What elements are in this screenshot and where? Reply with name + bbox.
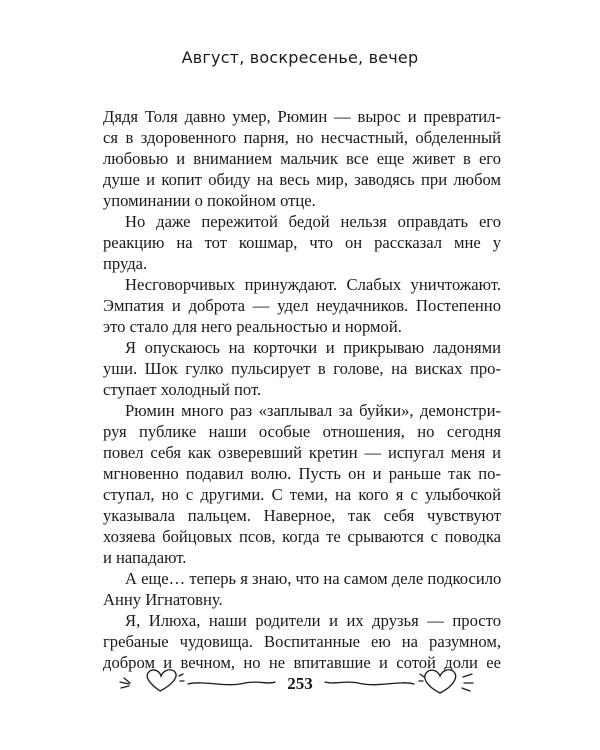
paragraph [103,337,501,400]
chapter-title: Август, воскресенье, вечер [181,48,419,67]
text-line: Я опускаюсь на корточки и прикрываю ладонями [125,338,501,357]
text-line: Но даже пережитой бедой нельзя оправдать его [125,212,501,231]
paragraph [103,400,501,568]
text-line: это стало для него реальностью и нормой. [103,317,402,336]
text-line: уши. Шок гулко пульсирует в голове, на висках про- [103,359,501,378]
text-line: Анну Игнатовну. [103,590,223,609]
body-text [103,106,501,673]
running-header [0,48,600,67]
text-line: Я, Илюха, наши родители и их друзья — просто [125,611,501,630]
text-line: А еще… теперь я знаю, что на самом деле подкосило [125,569,502,588]
text-line: пруда. [103,254,148,273]
page-number: 253 [287,674,313,693]
text-line: хозяева бойцовых псов, когда те срываются с поводка [103,527,501,546]
text-line: и нападают. [103,548,187,567]
text-line: руя публике наши особые отношения, но сегодня [103,422,501,441]
text-line: мгновенно подавил волю. Пусть он и раньше так по- [103,464,501,483]
text-line: упоминании о покойном отце. [103,191,316,210]
text-line: Дядя Толя давно умер, Рюмин — вырос и превратил- [103,107,501,126]
text-line: ступал, но с другими. С теми, на кого я с улыбочкой [103,485,501,504]
text-line: душе и копит обиду на весь мир, заводясь при любом [103,170,501,189]
text-line: добром и вечном, но не впитавшие и сотой доли ее [103,653,501,672]
page-footer [0,662,600,706]
text-line: любовью и вниманием мальчик все еще живет в его [103,149,501,168]
text-line: повел себя как озверевший кретин — испугал меня и [103,443,501,462]
paragraph [103,274,501,337]
text-line: реакцию на тот кошмар, что он рассказал мне у [103,233,501,252]
text-line: ся в здоровенного парня, но несчастный, обделенный [103,128,501,147]
text-line: Рюмин много раз «заплывал за буйки», демонстри- [125,401,501,420]
paragraph [103,106,501,211]
text-line: Несговорчивых принуждают. Слабых уничтожают. [125,275,501,294]
paragraph [103,568,501,610]
text-line: гребаные чудовища. Воспитанные ею на разумном, [103,632,501,651]
text-line: указывала пальцем. Наверное, так себя чувствуют [103,506,501,525]
paragraph [103,211,501,274]
text-line: ступает холодный пот. [103,380,262,399]
text-line: Эмпатия и доброта — удел неудачников. Постепенно [103,296,501,315]
